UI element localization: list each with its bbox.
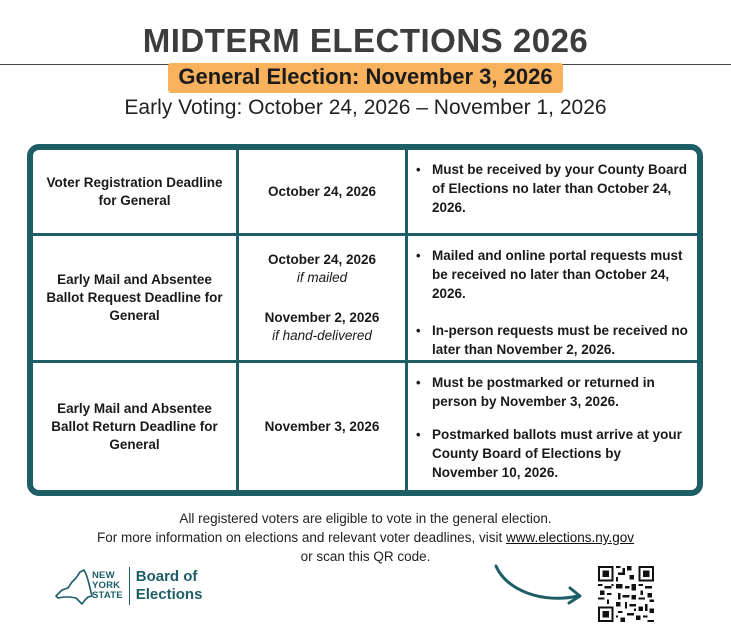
bullet-text: Mailed and online portal requests must be received no later than October 24, 2026. xyxy=(432,248,683,301)
footer-info xyxy=(0,509,731,566)
logo-ny-line: STATE xyxy=(92,590,123,601)
deadline-date: November 3, 2026 xyxy=(264,418,380,434)
logo-ny-line: YORK xyxy=(92,580,121,591)
curved-arrow-icon xyxy=(492,560,592,610)
row-notes xyxy=(408,363,697,490)
general-election-banner: General Election: November 3, 2026 xyxy=(168,63,562,93)
list-item xyxy=(416,373,689,411)
bullet-icon: • xyxy=(416,427,421,442)
deadline-date: October 24, 2026 xyxy=(267,252,377,267)
row-date-cell xyxy=(239,236,405,360)
bullet-icon: • xyxy=(416,375,421,390)
footer-line: All registered voters are eligible to vote in the general election. xyxy=(179,511,552,526)
row-date-cell xyxy=(239,363,405,490)
deadline-date: October 24, 2026 xyxy=(267,183,377,199)
list-item xyxy=(416,425,689,482)
deadline-table xyxy=(27,144,703,496)
footer-line: or scan this QR code. xyxy=(300,549,431,564)
bullet-icon: • xyxy=(416,323,421,338)
list-item xyxy=(416,246,689,303)
new-york-state-map-icon xyxy=(52,566,96,606)
row-notes xyxy=(408,236,697,360)
row-date-cell xyxy=(239,150,405,233)
list-item xyxy=(416,321,689,359)
row-label: Voter Registration Deadline for General xyxy=(33,150,236,233)
footer-line xyxy=(0,528,731,547)
deadline-note: if hand-delivered xyxy=(272,328,372,343)
row-notes xyxy=(408,150,697,233)
logo-divider xyxy=(129,567,130,605)
deadline-date: November 2, 2026 xyxy=(264,310,380,325)
bullet-text: In-person requests must be received no later than November 2, 2026. xyxy=(432,323,688,357)
bullet-icon: • xyxy=(416,162,421,177)
bullet-icon: • xyxy=(416,248,421,263)
early-voting-text: Early Voting: October 24, 2026 – November 1, 2026 xyxy=(124,96,607,119)
bullet-text: Postmarked ballots must arrive at your County Board of Elections by November 10, 2026. xyxy=(432,427,682,480)
subtitle-wrap xyxy=(0,63,731,93)
logo-state-text xyxy=(92,571,123,601)
page-title: MIDTERM ELECTIONS 2026 xyxy=(142,22,589,59)
logo-org-line: Board of xyxy=(135,568,198,585)
row-label: Early Mail and Absentee Ballot Request Deadline for General xyxy=(33,236,236,360)
logo-org-line: Elections xyxy=(135,586,203,603)
logo-ny-line: NEW xyxy=(92,570,115,581)
qr-code-icon[interactable] xyxy=(598,566,654,622)
elections-website-link[interactable]: www.elections.ny.gov xyxy=(505,530,635,545)
logo-org-text xyxy=(136,568,203,604)
list-item xyxy=(416,160,689,217)
footer-line-text: For more information on elections and relevant voter deadlines, visit xyxy=(96,530,506,545)
bullet-text: Must be postmarked or returned in person by November 3, 2026. xyxy=(432,375,655,409)
bullet-text: Must be received by your County Board of Elections no later than October 24, 2026. xyxy=(432,162,688,215)
board-of-elections-logo xyxy=(52,566,202,606)
deadline-note: if mailed xyxy=(296,270,348,285)
row-label: Early Mail and Absentee Ballot Return Deadline for General xyxy=(33,363,236,490)
